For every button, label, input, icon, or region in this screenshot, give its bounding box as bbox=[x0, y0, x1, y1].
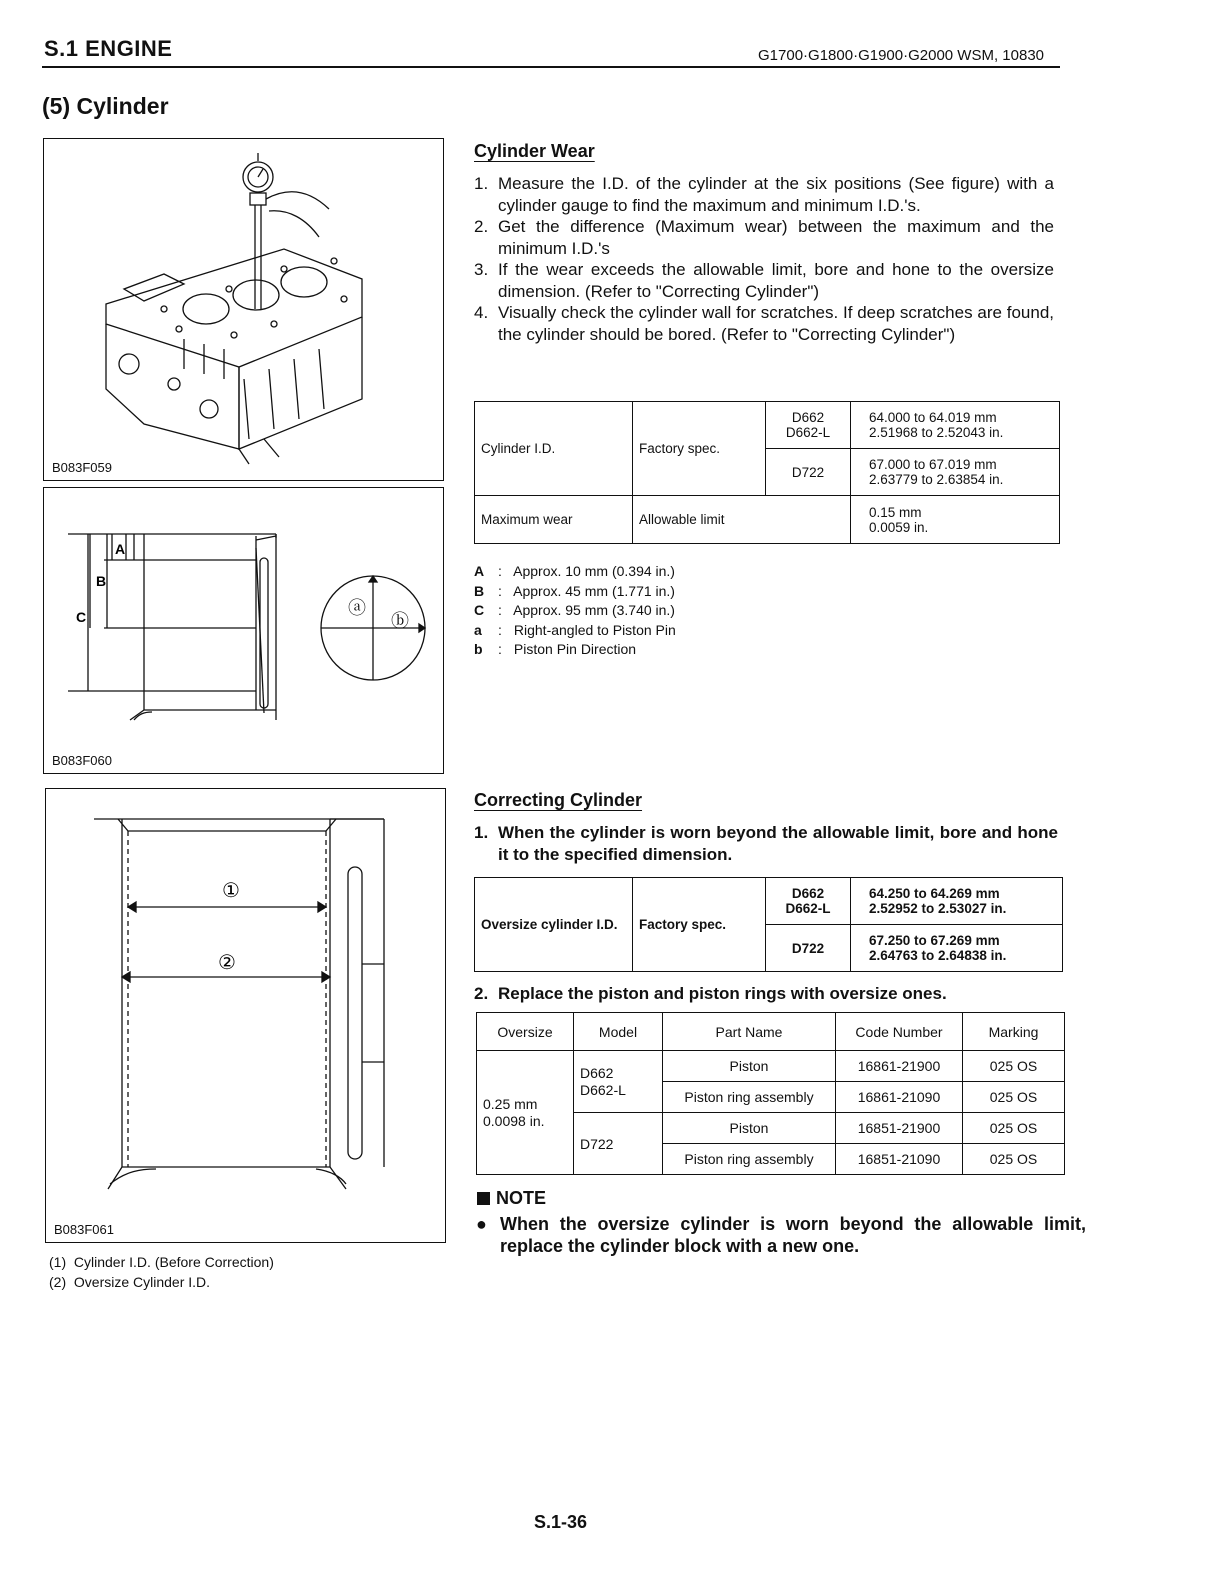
marking-cell: 025 OS bbox=[963, 1082, 1065, 1113]
note-square-icon bbox=[477, 1192, 490, 1205]
label-B: B bbox=[96, 573, 107, 589]
spec-value: 67.000 to 67.019 mm 2.63779 to 2.63854 in. bbox=[851, 449, 1060, 496]
spec-label: Maximum wear bbox=[475, 496, 633, 544]
label-C: C bbox=[76, 609, 87, 625]
note-heading: NOTE bbox=[477, 1188, 546, 1209]
label-A: A bbox=[115, 541, 126, 557]
figure-cylinder-gauge bbox=[43, 138, 444, 481]
cylinder-id-spec-table bbox=[474, 401, 1060, 544]
col-header: Code Number bbox=[836, 1013, 963, 1051]
part-name-cell: Piston ring assembly bbox=[663, 1144, 836, 1175]
legend-item: b : Piston Pin Direction bbox=[474, 641, 637, 657]
spec-label: Oversize cylinder I.D. bbox=[475, 878, 633, 972]
spec-label: Cylinder I.D. bbox=[475, 402, 633, 496]
note-body: ● When the oversize cylinder is worn beyond the allowable limit, replace the cylinder block with a new one. bbox=[476, 1214, 1086, 1256]
step-item: 2. Get the difference (Maximum wear) between the maximum and the minimum I.D.'s bbox=[474, 217, 1054, 258]
code-cell: 16851-21900 bbox=[836, 1113, 963, 1144]
spec-value: 64.000 to 64.019 mm 2.51968 to 2.52043 in. bbox=[851, 402, 1060, 449]
page-number: S.1-36 bbox=[534, 1512, 588, 1532]
model-cell: D662 D662-L bbox=[574, 1051, 663, 1113]
cylinder-wear-steps bbox=[474, 173, 1054, 345]
correcting-cylinder-heading: Correcting Cylinder bbox=[474, 790, 643, 810]
label-a: ⓐ bbox=[348, 598, 366, 619]
step-item: 1. When the cylinder is worn beyond the allowable limit, bore and hone it to the specified dimension. bbox=[474, 823, 1058, 864]
oversize-parts-table bbox=[476, 1012, 1065, 1175]
spec-model: D722 bbox=[766, 925, 851, 972]
step-item: 3. If the wear exceeds the allowable limit, bore and hone to the oversize dimension. (Refer to "Correcting Cylinder") bbox=[474, 260, 1054, 301]
oversize-cell: 0.25 mm 0.0098 in. bbox=[477, 1051, 574, 1175]
marking-cell: 025 OS bbox=[963, 1113, 1065, 1144]
legend-item: A : Approx. 10 mm (0.394 in.) bbox=[474, 563, 675, 579]
spec-type: Factory spec. bbox=[633, 402, 766, 496]
measuring-positions-diagram bbox=[44, 488, 442, 772]
correcting-step-1 bbox=[474, 822, 1058, 865]
spec-model: D662 D662-L bbox=[766, 878, 851, 925]
label-1: ① bbox=[222, 878, 240, 902]
caption-1: (1) Cylinder I.D. (Before Correction) bbox=[49, 1254, 274, 1270]
figure-measuring-positions bbox=[43, 487, 444, 774]
model-header: G1700·G1800·G1900·G2000 WSM, 10830 bbox=[758, 47, 1045, 64]
spec-value: 64.250 to 64.269 mm 2.52952 to 2.53027 in. bbox=[851, 878, 1063, 925]
part-name-cell: Piston bbox=[663, 1113, 836, 1144]
label-2: ② bbox=[218, 950, 236, 974]
step-item: 4. Visually check the cylinder wall for scratches. If deep scratches are found, the cylinder should be bored. (Refer to "Correcting Cylinder") bbox=[474, 303, 1054, 344]
spec-value: 0.15 mm 0.0059 in. bbox=[851, 496, 1060, 544]
engine-block-illustration bbox=[44, 139, 442, 479]
col-header: Oversize bbox=[477, 1013, 574, 1051]
dimension-legend bbox=[474, 562, 676, 660]
col-header: Marking bbox=[963, 1013, 1065, 1051]
part-name-cell: Piston ring assembly bbox=[663, 1082, 836, 1113]
marking-cell: 025 OS bbox=[963, 1144, 1065, 1175]
code-cell: 16861-21900 bbox=[836, 1051, 963, 1082]
figure-correction bbox=[45, 788, 446, 1243]
label-b: ⓑ bbox=[391, 611, 409, 632]
section-header: S.1 ENGINE bbox=[44, 36, 173, 61]
caption-2: (2) Oversize Cylinder I.D. bbox=[49, 1274, 211, 1290]
oversize-spec-table bbox=[474, 877, 1063, 972]
spec-type: Factory spec. bbox=[633, 878, 766, 972]
code-cell: 16861-21090 bbox=[836, 1082, 963, 1113]
spec-type: Allowable limit bbox=[633, 496, 851, 544]
col-header: Part Name bbox=[663, 1013, 836, 1051]
correction-diagram bbox=[46, 789, 444, 1241]
spec-model: D722 bbox=[766, 449, 851, 496]
spec-model: D662 D662-L bbox=[766, 402, 851, 449]
part-name-cell: Piston bbox=[663, 1051, 836, 1082]
figure-captions bbox=[49, 1252, 274, 1292]
step-item: 2. Replace the piston and piston rings with oversize ones. bbox=[474, 984, 947, 1003]
model-cell: D722 bbox=[574, 1113, 663, 1175]
figure-code: B083F060 bbox=[52, 753, 112, 768]
spec-value: 67.250 to 67.269 mm 2.64763 to 2.64838 in. bbox=[851, 925, 1063, 972]
step-item: 1. Measure the I.D. of the cylinder at the six positions (See figure) with a cylinder gauge to find the maximum and minimum I.D.'s. bbox=[474, 174, 1054, 215]
legend-item: C : Approx. 95 mm (3.740 in.) bbox=[474, 602, 675, 618]
cylinder-wear-heading: Cylinder Wear bbox=[474, 141, 595, 161]
figure-code: B083F059 bbox=[52, 460, 112, 475]
code-cell: 16851-21090 bbox=[836, 1144, 963, 1175]
header-rule bbox=[42, 66, 1060, 68]
section-title: (5) Cylinder bbox=[42, 93, 169, 119]
col-header: Model bbox=[574, 1013, 663, 1051]
correcting-step-2 bbox=[474, 983, 1058, 1005]
figure-code: B083F061 bbox=[54, 1222, 114, 1237]
bullet-icon: ● bbox=[476, 1214, 487, 1234]
legend-item: a : Right-angled to Piston Pin bbox=[474, 621, 676, 638]
legend-item: B : Approx. 45 mm (1.771 in.) bbox=[474, 582, 675, 599]
marking-cell: 025 OS bbox=[963, 1051, 1065, 1082]
